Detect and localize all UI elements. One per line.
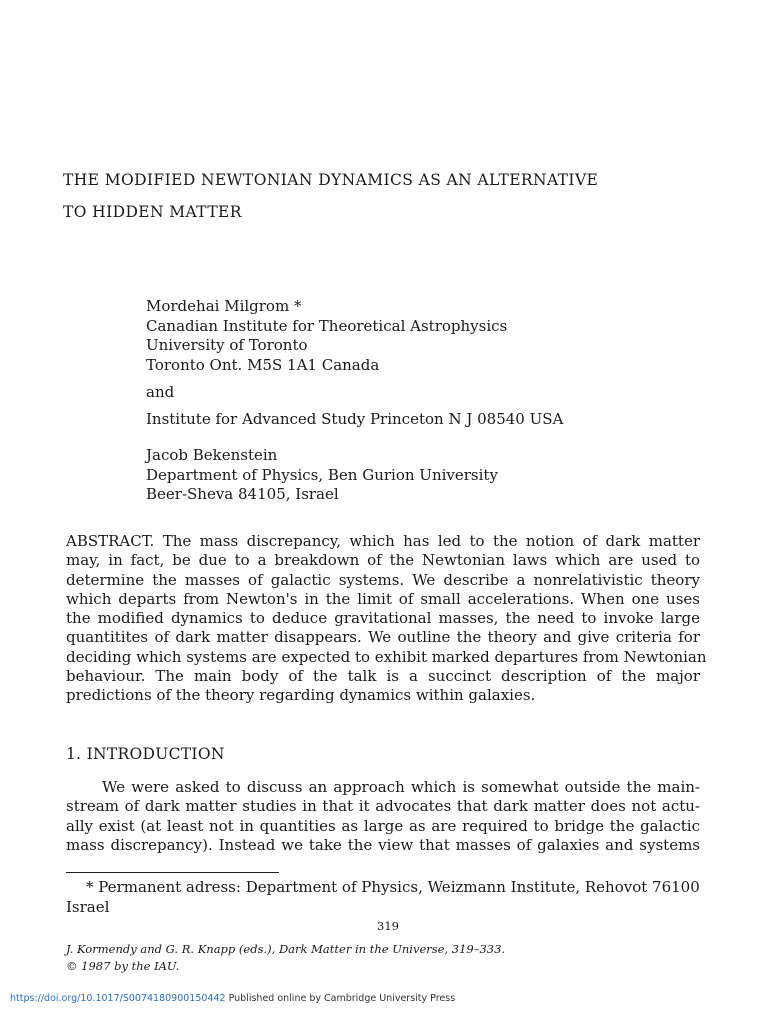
abstract-line: predictions of the theory regarding dynamics within galaxies. (66, 686, 536, 705)
publisher-note: Published online by Cambridge University Press (225, 993, 456, 1004)
doi-footer (10, 993, 455, 1004)
paragraph-line: mass discrepancy). Instead we take the view that masses of galaxies and systems (66, 835, 700, 854)
abstract-line: may, in fact, be due to a breakdown of the Newtonian laws which are used to (66, 551, 700, 570)
footnote-line: * Permanent adress: Department of Physics, Weizmann Institute, Rehovot 76100 (86, 878, 700, 896)
doi-link[interactable]: https://doi.org/10.1017/S0074180900150442 (10, 993, 226, 1004)
affiliation-line: Toronto Ont. M5S 1A1 Canada (146, 355, 380, 374)
paragraph-line: stream of dark matter studies in that it advocates that dark matter does not actu- (66, 797, 700, 816)
section-heading-introduction: 1. INTRODUCTION (66, 745, 225, 763)
abstract (66, 532, 707, 706)
affiliation-line: Beer-Sheva 84105, Israel (146, 485, 339, 503)
paper-title-line-2: TO HIDDEN MATTER (63, 203, 242, 221)
abstract-line: the modified dynamics to deduce gravitational masses, the need to invoke large (66, 609, 700, 628)
citation (66, 941, 505, 975)
affiliation-line: Department of Physics, Ben Gurion University (146, 465, 498, 484)
footnote-line: Israel (66, 898, 110, 916)
abstract-line: determine the masses of galactic systems. We describe a nonrelativistic theory (66, 570, 700, 589)
abstract-line: quantitites of dark matter disappears. We outline the theory and give criteria for (66, 628, 700, 647)
author-block-1 (146, 297, 507, 375)
paper-title-line-1: THE MODIFIED NEWTONIAN DYNAMICS AS AN ALTERNATIVE (63, 171, 599, 189)
page-number: 319 (377, 919, 399, 933)
affiliation-line: Canadian Institute for Theoretical Astrophysics (146, 316, 508, 335)
paragraph-line: ally exist (at least not in quantities as large as are required to bridge the galactic (66, 816, 700, 835)
citation-line: J. Kormendy and G. R. Knapp (eds.), Dark Matter in the Universe, 319–333. (66, 942, 506, 956)
author-name: Mordehai Milgrom * (146, 297, 302, 315)
author-name: Jacob Bekenstein (146, 446, 278, 464)
paragraph-line: We were asked to discuss an approach which is somewhat outside the main- (102, 778, 700, 796)
abstract-line: ABSTRACT. The mass discrepancy, which has led to the notion of dark matter (66, 532, 700, 550)
footnote (66, 877, 700, 917)
abstract-line: behaviour. The main body of the talk is a succinct description of the major (66, 667, 700, 686)
abstract-line: deciding which systems are expected to exhibit marked departures from Newtonian (66, 647, 707, 666)
footnote-separator (66, 872, 279, 873)
abstract-line: which departs from Newton's in the limit of small accelerations. When one uses (66, 589, 700, 608)
second-affiliation: Institute for Advanced Study Princeton N J 08540 USA (146, 410, 564, 428)
affiliation-conjunction: and (146, 383, 175, 401)
author-block-2 (146, 446, 498, 505)
introduction-paragraph (66, 778, 700, 855)
copyright-line: © 1987 by the IAU. (66, 959, 180, 973)
affiliation-line: University of Toronto (146, 336, 308, 354)
